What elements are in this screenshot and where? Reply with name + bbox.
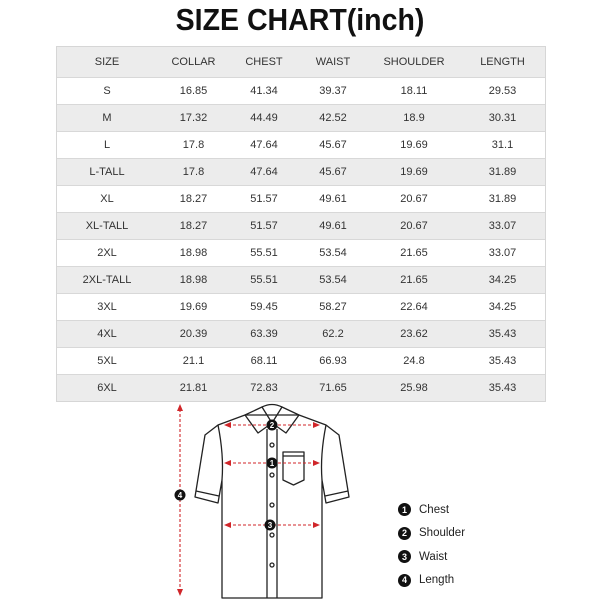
cell-chest: 51.57 — [250, 193, 278, 205]
cell-size: 4XL — [97, 328, 117, 340]
cell-chest: 47.64 — [250, 139, 278, 151]
cell-shoulder: 20.67 — [400, 193, 428, 205]
cell-waist: 45.67 — [319, 166, 347, 178]
header-shoulder: SHOULDER — [383, 56, 445, 68]
cell-size: L — [103, 139, 111, 151]
legend-item-chest — [398, 498, 465, 522]
number-badge-icon: 2 — [398, 527, 411, 540]
table-header-row — [57, 47, 545, 78]
cell-shoulder: 22.64 — [400, 301, 428, 313]
cell-chest: 72.83 — [250, 382, 278, 394]
cell-waist: 66.93 — [319, 355, 347, 367]
cell-collar: 18.27 — [179, 220, 208, 232]
cell-shoulder: 18.11 — [400, 85, 428, 97]
legend-label: Shoulder — [419, 527, 466, 540]
marker-waist — [265, 520, 276, 531]
cell-size: 6XL — [97, 382, 117, 394]
cell-waist: 45.67 — [319, 139, 347, 151]
cell-collar: 21.81 — [179, 382, 208, 394]
cell-chest: 47.64 — [250, 166, 278, 178]
cell-collar: 18.98 — [179, 274, 208, 286]
cell-chest: 41.34 — [250, 85, 278, 97]
size-chart-table — [56, 46, 546, 402]
legend-label: Chest — [419, 503, 450, 516]
page-title: SIZE CHART(inch) — [175, 2, 425, 37]
marker-shoulder — [267, 420, 278, 431]
marker-chest — [267, 458, 278, 469]
table-row — [57, 240, 545, 267]
cell-chest: 63.39 — [250, 328, 278, 340]
number-badge-icon: 1 — [398, 503, 411, 516]
table-row — [57, 132, 545, 159]
cell-collar: 21.1 — [182, 355, 205, 367]
cell-shoulder: 19.69 — [400, 139, 428, 151]
svg-text:3: 3 — [267, 521, 273, 530]
cell-waist: 71.65 — [319, 382, 347, 394]
cell-collar: 17.32 — [179, 112, 208, 124]
table-row — [57, 105, 545, 132]
cell-length: 31.89 — [488, 166, 517, 178]
table-row — [57, 78, 545, 105]
cell-length: 35.43 — [488, 355, 517, 367]
marker-length — [175, 490, 186, 501]
cell-shoulder: 24.8 — [403, 355, 425, 367]
cell-size: M — [102, 112, 112, 124]
header-waist: WAIST — [315, 56, 351, 68]
cell-waist: 58.27 — [319, 301, 347, 313]
cell-collar: 20.39 — [179, 328, 208, 340]
legend-label: Length — [419, 574, 455, 587]
header-length: LENGTH — [480, 56, 525, 68]
cell-length: 31.89 — [488, 193, 517, 205]
table-row — [57, 294, 545, 321]
shirt-diagram — [0, 395, 600, 600]
cell-size: 5XL — [97, 355, 117, 367]
cell-collar: 17.8 — [182, 166, 205, 178]
svg-text:2: 2 — [269, 421, 275, 430]
cell-waist: 42.52 — [319, 112, 347, 124]
cell-collar: 16.85 — [179, 85, 208, 97]
cell-shoulder: 18.9 — [403, 112, 425, 124]
cell-waist: 53.54 — [319, 247, 347, 259]
cell-chest: 51.57 — [250, 220, 278, 232]
table-row — [57, 213, 545, 240]
cell-chest: 55.51 — [250, 274, 278, 286]
legend-label: Waist — [419, 550, 448, 563]
number-badge-icon: 3 — [398, 550, 411, 563]
cell-size: S — [103, 85, 111, 97]
cell-shoulder: 20.67 — [400, 220, 428, 232]
cell-shoulder: 23.62 — [400, 328, 428, 340]
cell-shoulder: 21.65 — [400, 247, 428, 259]
cell-collar: 18.98 — [179, 247, 208, 259]
cell-shoulder: 25.98 — [400, 382, 428, 394]
shirt-outline-icon — [195, 405, 349, 599]
table-row — [57, 321, 545, 348]
measurement-legend — [398, 498, 465, 592]
cell-chest: 55.51 — [250, 247, 278, 259]
header-collar: COLLAR — [171, 56, 216, 68]
cell-collar: 18.27 — [179, 193, 208, 205]
cell-waist: 53.54 — [319, 274, 347, 286]
cell-shoulder: 19.69 — [400, 166, 428, 178]
legend-item-shoulder — [398, 522, 465, 546]
cell-chest: 44.49 — [250, 112, 278, 124]
cell-size: 3XL — [97, 301, 117, 313]
cell-chest: 59.45 — [250, 301, 278, 313]
cell-length: 34.25 — [488, 301, 517, 313]
cell-size: XL — [100, 193, 114, 205]
cell-size: 2XL-TALL — [82, 274, 132, 286]
cell-length: 30.31 — [488, 112, 517, 124]
cell-waist: 62.2 — [322, 328, 344, 340]
header-chest: CHEST — [245, 56, 283, 68]
svg-text:1: 1 — [269, 459, 275, 468]
cell-length: 35.43 — [488, 382, 517, 394]
cell-collar: 17.8 — [182, 139, 205, 151]
cell-waist: 39.37 — [319, 85, 347, 97]
cell-size: 2XL — [97, 247, 117, 259]
cell-length: 34.25 — [488, 274, 517, 286]
legend-item-length — [398, 569, 465, 593]
cell-collar: 19.69 — [179, 301, 208, 313]
number-badge-icon: 4 — [398, 574, 411, 587]
header-size: SIZE — [94, 56, 120, 68]
table-row — [57, 348, 545, 375]
table-row — [57, 159, 545, 186]
cell-length: 33.07 — [488, 220, 517, 232]
cell-length: 31.1 — [491, 139, 514, 151]
cell-size: L-TALL — [89, 166, 125, 178]
cell-size: XL-TALL — [85, 220, 129, 232]
cell-length: 29.53 — [488, 85, 517, 97]
cell-waist: 49.61 — [319, 220, 347, 232]
table-body — [57, 78, 545, 401]
cell-chest: 68.11 — [250, 355, 278, 367]
cell-length: 35.43 — [488, 328, 517, 340]
table-row — [57, 267, 545, 294]
cell-length: 33.07 — [488, 247, 517, 259]
table-row — [57, 186, 545, 213]
svg-text:4: 4 — [177, 491, 183, 500]
cell-shoulder: 21.65 — [400, 274, 428, 286]
cell-waist: 49.61 — [319, 193, 347, 205]
legend-item-waist — [398, 545, 465, 569]
